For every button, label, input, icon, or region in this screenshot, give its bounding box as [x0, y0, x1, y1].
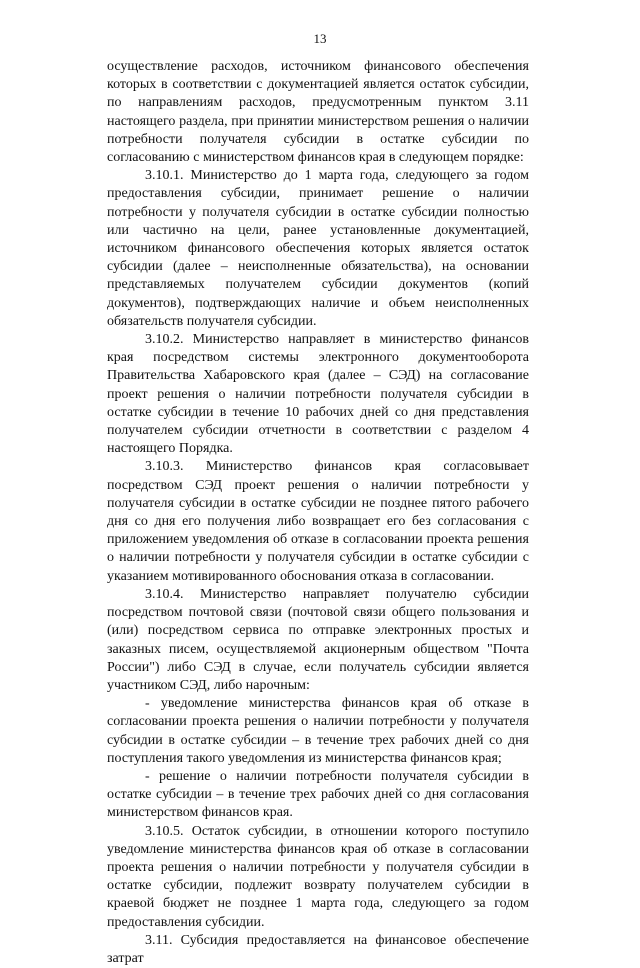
paragraph-continuation: осуществление расходов, источником финансового обеспечения которых в соответствии с документацией является остаток субсидии, по направлениям расходов, предусмотренным пунктом 3.11 настоящего раздела, при принятии министерством решения о наличии потребности получателя субсидии в остатке субсидии по согласованию с министерством финансов края в следующем порядке:	[107, 59, 529, 166]
paragraph-3-10-1: 3.10.1. Министерство до 1 марта года, следующего за годом предоставления субсидии, принимает решение о наличии потребности у получателя субсидии в остатке субсидии полностью или частично на цели, ранее установленные документацией, источником финансового обеспечения которых является остаток субсидии (далее – неисполненные обязательства), на основании представляемых получателем субсидии документов (копий документов), подтверждающих наличие и объем неисполненных обязательств получателя субсидии.	[107, 168, 529, 329]
paragraph-3-10-2: 3.10.2. Министерство направляет в министерство финансов края посредством системы электронного документооборота Правительства Хабаровского края (далее – СЭД) на согласование проект решения о наличии потребности получателя субсидии в остатке субсидии в течение 10 рабочих дней со дня представления получателем субсидии отчетности в соответствии с разделом 4 настоящего Порядка.	[107, 332, 529, 457]
page-number: 13	[313, 31, 327, 46]
list-item-refusal-notice: - уведомление министерства финансов края об отказе в согласовании проекта решения о наличии потребности у получателя субсидии в остатке субсидии – в течение трех рабочих дней со дня поступления такого уведомления из министерства финансов края;	[107, 696, 529, 766]
paragraph-3-10-5: 3.10.5. Остаток субсидии, в отношении которого поступило уведомление министерства финансов края об отказе в согласовании проекта решения о наличии потребности у получателя субсидии в остатке субсидии, подлежит возврату получателем субсидии в краевой бюджет не позднее 1 марта года, следующего за годом предоставления субсидии.	[107, 823, 529, 930]
document-body	[107, 58, 529, 968]
paragraph-3-10-3: 3.10.3. Министерство финансов края согласовывает посредством СЭД проект решения о наличии потребности у получателя субсидии в остатке субсидии не позднее пятого рабочего дня со дня его получения либо возвращает его без согласования с приложением уведомления об отказе в согласовании проекта решения о наличии потребности у получателя субсидии в остатке субсидии с указанием мотивированного обоснования отказа в согласовании.	[107, 459, 529, 584]
list-item-decision: - решение о наличии потребности получателя субсидии в остатке субсидии – в течение трех рабочих дней со дня согласования министерством финансов края.	[107, 768, 529, 821]
paragraph-3-11: 3.11. Субсидия предоставляется на финансовое обеспечение затрат	[107, 932, 529, 966]
paragraph-3-10-4: 3.10.4. Министерство направляет получателю субсидии посредством почтовой связи (почтовой связи общего пользования и (или) посредством сервиса по отправке электронных простых и заказных писем, осуществляемой акционерным обществом "Почта России") либо СЭД в случае, если получатель субсидии является участником СЭД, либо нарочным:	[107, 586, 529, 693]
